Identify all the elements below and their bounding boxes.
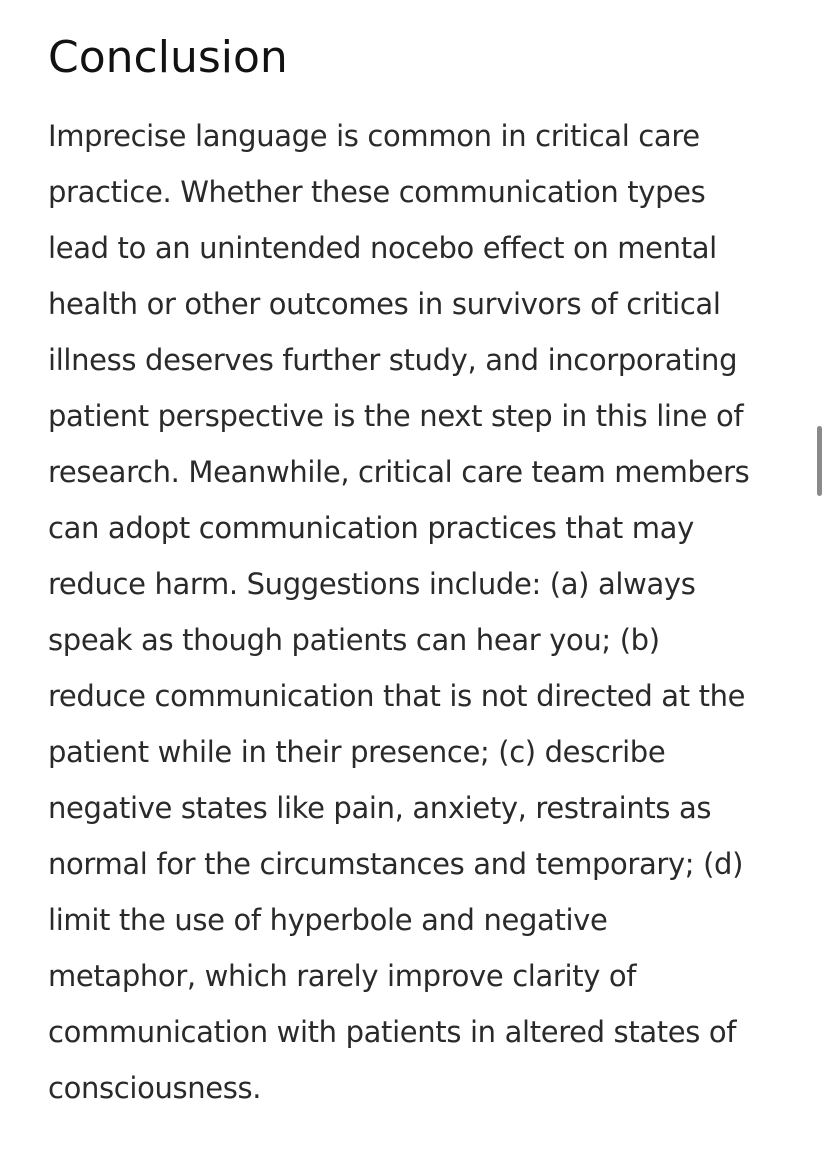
- paragraph-line: reduce communication that is not directed at the: [48, 679, 746, 713]
- paragraph-line: patient perspective is the next step in this line of: [48, 399, 744, 433]
- paragraph-line: practice. Whether these communication types: [48, 175, 706, 209]
- paragraph-line: normal for the circumstances and temporary; (d): [48, 847, 744, 881]
- paragraph-line: illness deserves further study, and incorporating: [48, 343, 738, 377]
- paragraph-line: can adopt communication practices that may: [48, 511, 694, 545]
- paragraph-line: patient while in their presence; (c) describe: [48, 735, 666, 769]
- paragraph-line: consciousness.: [48, 1071, 262, 1105]
- paragraph-line: lead to an unintended nocebo effect on mental: [48, 231, 717, 265]
- scrollbar-thumb[interactable]: [817, 426, 822, 496]
- section-heading: Conclusion: [48, 32, 288, 83]
- paragraph-line: metaphor, which rarely improve clarity of: [48, 959, 637, 993]
- paragraph-line: Imprecise language is common in critical care: [48, 119, 700, 153]
- conclusion-paragraph: [48, 108, 808, 1116]
- paragraph-line: research. Meanwhile, critical care team members: [48, 455, 750, 489]
- paragraph-line: health or other outcomes in survivors of critical: [48, 287, 721, 321]
- article-section: [48, 28, 808, 1116]
- paragraph-line: reduce harm. Suggestions include: (a) always: [48, 567, 696, 601]
- paragraph-line: negative states like pain, anxiety, restraints as: [48, 791, 712, 825]
- paragraph-line: limit the use of hyperbole and negative: [48, 903, 608, 937]
- paragraph-line: speak as though patients can hear you; (b): [48, 623, 660, 657]
- paragraph-line: communication with patients in altered states of: [48, 1015, 737, 1049]
